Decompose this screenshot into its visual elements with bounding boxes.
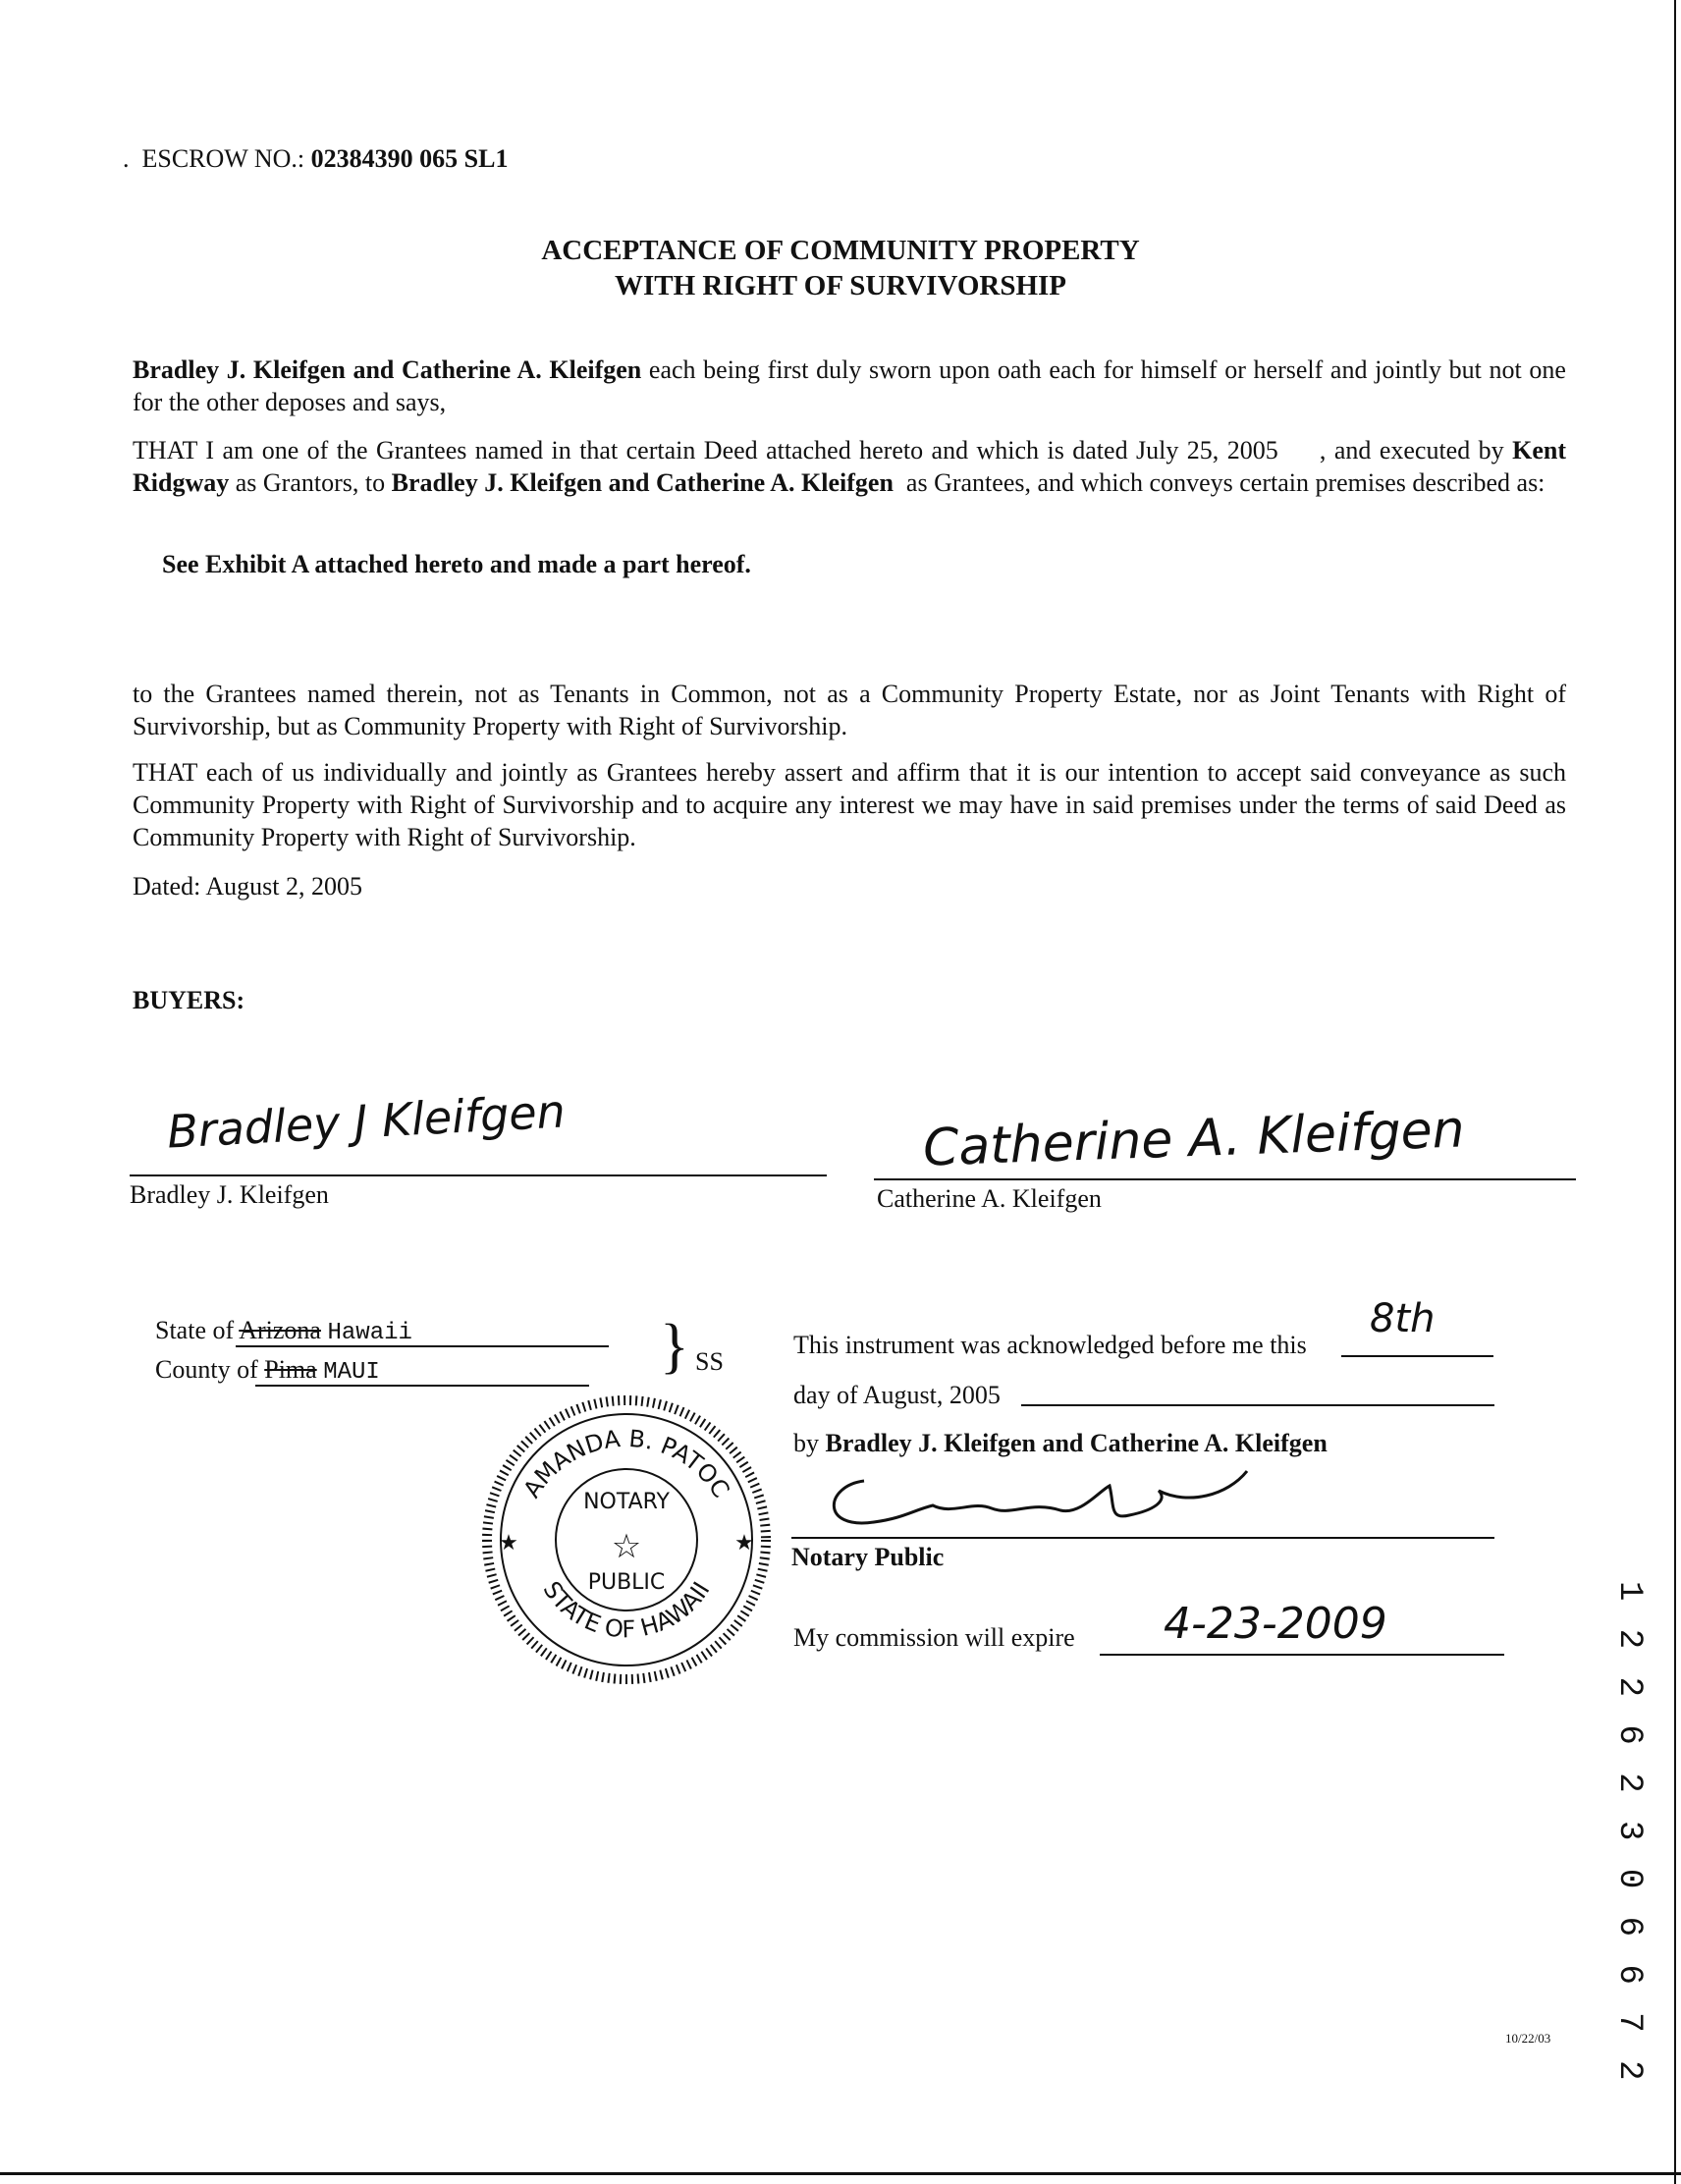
right-border-line bbox=[1674, 0, 1676, 2184]
county-label: County of bbox=[155, 1355, 258, 1384]
ack-by-line bbox=[793, 1427, 1328, 1460]
deed-text-3: as Grantors, to bbox=[229, 468, 392, 497]
deed-text-4: as Grantees, and which conveys certain premises described as: bbox=[893, 468, 1545, 497]
notary-public-label: Notary Public bbox=[791, 1543, 945, 1571]
dated-line: Dated: August 2, 2005 bbox=[133, 872, 362, 901]
deed-text-2: , and executed by bbox=[1277, 436, 1513, 464]
escrow-line bbox=[123, 142, 508, 176]
ack-line-2: day of August, 2005 bbox=[793, 1381, 1001, 1409]
buyer2-name: Catherine A. Kleifgen bbox=[877, 1184, 1102, 1213]
title-line-1: ACCEPTANCE OF COMMUNITY PROPERTY bbox=[541, 235, 1140, 266]
state-underline bbox=[236, 1345, 609, 1347]
affirmation-paragraph: THAT each of us individually and jointly as Grantees hereby assert and affirm that it is our intention to accept said conveyance as such Community Property with Right of Survivorship and to acquire any interest we may have in said premises under the terms of said Deed as Community Property with Right of Survivorship. bbox=[133, 758, 1566, 851]
commission-underline bbox=[1100, 1654, 1504, 1656]
buyer1-signature: Bradley J Kleifgen bbox=[165, 1084, 567, 1159]
buyer2-signature: Catherine A. Kleifgen bbox=[922, 1100, 1466, 1178]
seal-bottom-text: STATE OF HAWAII bbox=[537, 1576, 716, 1644]
deed-paragraph bbox=[133, 434, 1566, 499]
ack-day: 8th bbox=[1370, 1296, 1436, 1341]
deed-date: July 25, 2005 bbox=[1136, 436, 1278, 464]
buyer1-name: Bradley J. Kleifgen bbox=[130, 1180, 329, 1209]
seal-left-star-icon: ★ bbox=[499, 1531, 518, 1556]
exhibit-reference: See Exhibit A attached hereto and made a part hereof. bbox=[162, 550, 751, 578]
ss-label: SS bbox=[695, 1347, 724, 1376]
state-label: State of bbox=[155, 1316, 235, 1344]
oath-paragraph bbox=[133, 354, 1566, 418]
escrow-number: 02384390 065 SL1 bbox=[310, 144, 509, 173]
county-value: MAUI bbox=[323, 1359, 380, 1386]
oath-text: each being first duly sworn upon oath each for himself or herself and jointly but not one for the other deposes and says, bbox=[133, 355, 1566, 416]
title-line-2: WITH RIGHT OF SURVIVORSHIP bbox=[614, 270, 1067, 301]
document-title bbox=[0, 233, 1681, 303]
state-struck-value: Arizona bbox=[239, 1316, 321, 1344]
form-date: 10/22/03 bbox=[1505, 2031, 1551, 2046]
venue-brace: } bbox=[660, 1313, 689, 1380]
seal-top-text: AMANDA B. PATOC bbox=[517, 1424, 735, 1503]
affiant-names: Bradley J. Kleifgen and Catherine A. Kleifgen bbox=[133, 355, 642, 384]
ack-by-names: Bradley J. Kleifgen and Catherine A. Kleifgen bbox=[825, 1429, 1328, 1457]
buyers-label: BUYERS: bbox=[133, 986, 245, 1014]
commission-date: 4-23-2009 bbox=[1164, 1599, 1387, 1649]
document-number: 1 2 2 6 2 3 0 6 6 7 2 bbox=[1610, 1581, 1648, 2085]
commission-label: My commission will expire bbox=[793, 1623, 1075, 1652]
grantee-names: Bradley J. Kleifgen and Catherine A. Kleifgen bbox=[391, 468, 894, 497]
state-value: Hawaii bbox=[327, 1320, 412, 1346]
notary-signature bbox=[815, 1461, 1276, 1540]
grantor-name: Kent Ridgway bbox=[133, 436, 1566, 497]
ack-line-2-underline bbox=[1021, 1404, 1494, 1406]
ack-by-label: by bbox=[793, 1429, 826, 1457]
county-underline bbox=[255, 1385, 589, 1387]
deed-text-1: THAT I am one of the Grantees named in that certain Deed attached hereto and which is dated bbox=[133, 436, 1137, 464]
bullet-mark: . bbox=[123, 144, 142, 173]
notary-signature-line bbox=[791, 1537, 1494, 1539]
seal-notary-text: NOTARY bbox=[583, 1490, 670, 1514]
seal-center-star-icon: ☆ bbox=[611, 1527, 642, 1566]
ack-line-1: This instrument was acknowledged before me this bbox=[793, 1331, 1307, 1359]
buyer1-signature-line bbox=[130, 1174, 827, 1176]
seal-right-star-icon: ★ bbox=[734, 1531, 754, 1556]
tenancy-paragraph: to the Grantees named therein, not as Tenants in Common, not as a Community Property Estate, nor as Joint Tenants with Right of Survivorship, but as Community Property with Right of Survivorship. bbox=[133, 680, 1566, 740]
bottom-border-line bbox=[0, 2172, 1681, 2175]
escrow-label: ESCROW NO.: bbox=[141, 144, 305, 173]
ack-day-underline bbox=[1341, 1355, 1493, 1357]
county-struck-value: Pima bbox=[264, 1355, 317, 1384]
buyer2-signature-line bbox=[874, 1178, 1576, 1180]
notary-seal bbox=[479, 1392, 774, 1687]
seal-public-text: PUBLIC bbox=[587, 1570, 666, 1595]
